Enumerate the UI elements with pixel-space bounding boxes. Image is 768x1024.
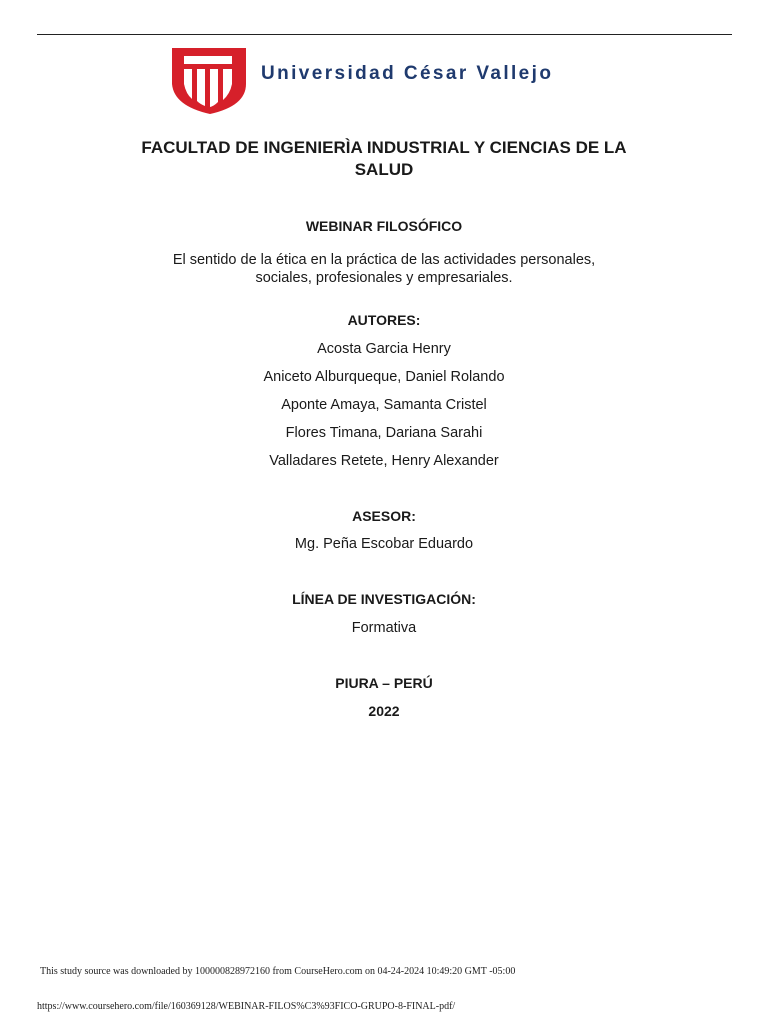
year: 2022	[368, 703, 400, 719]
authors-list	[0, 340, 768, 480]
subtitle-line1: El sentido de la ética en la práctica de las actividades personales,	[172, 252, 596, 268]
author-name: Valladares Retete, Henry Alexander	[269, 453, 499, 469]
author-name: Aponte Amaya, Samanta Cristel	[281, 397, 487, 413]
author-name: Aniceto Alburqueque, Daniel Rolando	[263, 369, 505, 385]
research-line-label: LÍNEA DE INVESTIGACIÓN:	[292, 591, 476, 607]
author-name: Acosta Garcia Henry	[317, 341, 451, 357]
document-subtitle	[0, 251, 768, 287]
advisor-label: ASESOR:	[352, 508, 416, 524]
university-wordmark: Universidad César Vallejo	[261, 63, 554, 84]
download-source-note: This study source was downloaded by 100000828972160 from CourseHero.com on 04-24-2024 10:49:20 GMT -05:00	[40, 966, 516, 977]
authors-label: AUTORES:	[347, 312, 421, 328]
advisor-name: Mg. Peña Escobar Eduardo	[294, 536, 474, 552]
university-shield-logo	[170, 44, 248, 116]
location: PIURA – PERÚ	[335, 675, 433, 691]
faculty-heading-line1: FACULTAD DE INGENIERÌA INDUSTRIAL Y CIENCIAS DE LA	[141, 138, 627, 157]
research-line-value: Formativa	[351, 620, 417, 636]
author-name: Flores Timana, Dariana Sarahi	[285, 425, 483, 441]
document-title: WEBINAR FILOSÓFICO	[305, 218, 463, 234]
source-url[interactable]: https://www.coursehero.com/file/160369128/WEBINAR-FILOS%C3%93FICO-GRUPO-8-FINAL-pdf/	[37, 1001, 456, 1012]
subtitle-line2: sociales, profesionales y empresariales.	[255, 270, 513, 286]
faculty-heading	[0, 137, 768, 181]
top-rule	[37, 34, 732, 35]
faculty-heading-line2: SALUD	[354, 160, 414, 179]
